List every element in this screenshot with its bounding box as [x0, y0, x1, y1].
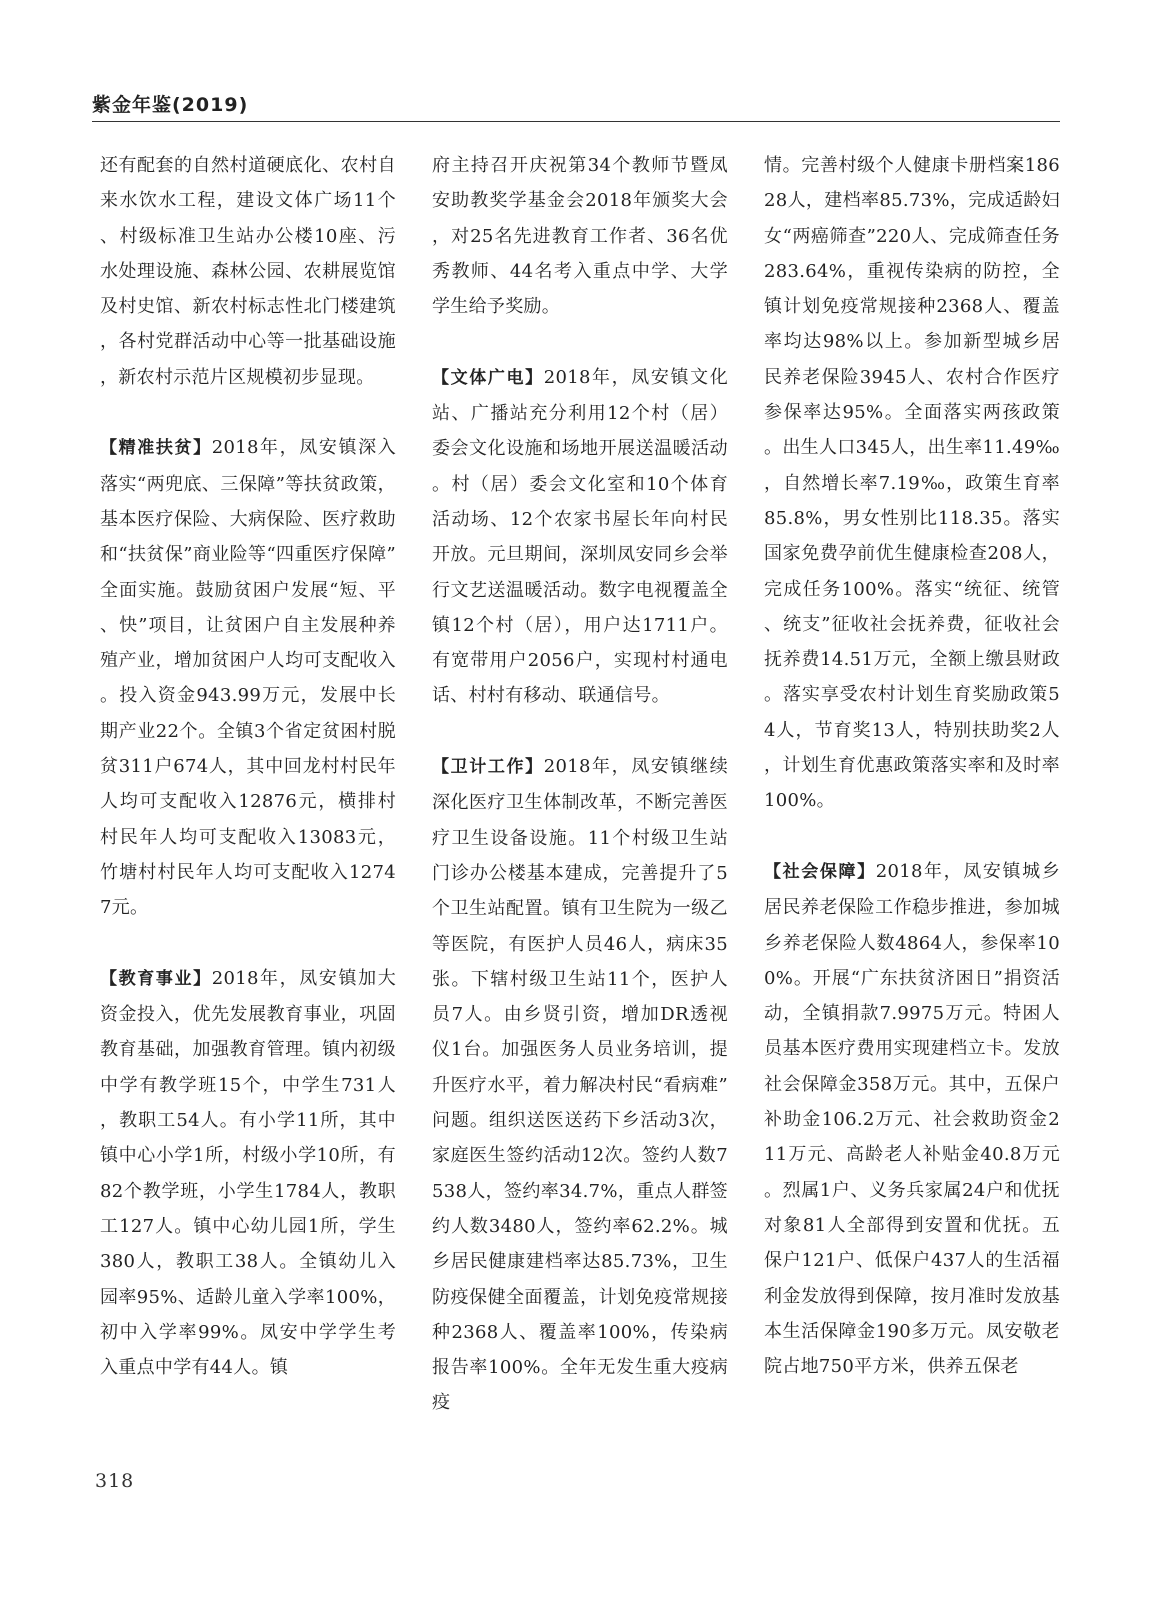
paragraph-education	[100, 961, 396, 1386]
section-heading-culture-sports-broadcast: 【文体广电】	[432, 367, 544, 388]
paragraph-text: 2018年，凤安镇深入落实“两兜底、三保障”等扶贫政策，基本医疗保险、大病保险、医疗救助和“扶贫保”商业险等“四重医疗保障”全面实施。鼓励贫困户发展“短、平、快”项目，让贫困户自主发展种养殖产业，增加贫困户人均可支配收入。投入资金943.99万元，发展中长期产业22个。全镇3个省定贫困村脱贫311户674人，其中回龙村村民年人均可支配收入12876元，横排村村民年人均可支配收入13083元，竹塘村村民年人均可支配收入12747元。	[100, 437, 396, 919]
paragraph-social-security	[764, 854, 1060, 1384]
text-column-2	[432, 148, 728, 1421]
page-number: 318	[95, 1470, 135, 1492]
paragraph-text: 2018年，凤安镇城乡居民养老保险工作稳步推进，参加城乡养老保险人数4864人，参保率100%。开展“广东扶贫济困日”捐资活动，全镇捐款7.9975万元。特困人员基本医疗费用实现建档立卡。发放社会保障金358万元。其中，五保户补助金106.2万元、社会救助资金211万元、高龄老人补贴金40.8万元。烈属1户、义务兵家属24户和优抚对象81人全部得到安置和优抚。五保户121户、低保户437人的生活福利金发放得到保障，按月准时发放基本生活保障金190多万元。凤安敬老院占地750平方米，供养五保老	[764, 860, 1060, 1378]
paragraph-village-infrastructure	[100, 148, 396, 395]
paragraph-poverty-alleviation	[100, 430, 396, 925]
paragraph-culture-sports-broadcast	[432, 360, 728, 714]
paragraph-text: 府主持召开庆祝第34个教师节暨凤安助教奖学基金会2018年颁奖大会，对25名先进教育工作者、36名优秀教师、44名考入重点中学、大学学生给予奖励。	[432, 155, 728, 318]
paragraph-text: 情。完善村级个人健康卡册档案18628人，建档率85.73%，完成适龄妇女“两癌筛查”220人、完成筛查任务283.64%，重视传染病的防控，全镇计划免疫常规接种2368人、覆盖率均达98%以上。参加新型城乡居民养老保险3945人、农村合作医疗参保率达95%。全面落实两孩政策。出生人口345人，出生率11.49‰，自然增长率7.19‰，政策生育率85.8%，男女性别比118.35。落实国家免费孕前优生健康检查208人，完成任务100%。落实“统征、统管、统支”征收社会抚养费，征收社会抚养费14.51万元，全额上缴县财政。落实享受农村计划生育奖励政策54人，节育奖13人，特别扶助奖2人，计划生育优惠政策落实率和及时率100%。	[764, 155, 1060, 812]
header-rule	[92, 121, 1060, 122]
section-heading-health-family-planning: 【卫计工作】	[432, 757, 544, 778]
paragraph-text: 2018年，凤安镇文化站、广播站充分利用12个村（居）委会文化设施和场地开展送温暖活动。村（居）委会文化室和10个体育活动场、12个农家书屋长年向村民开放。元旦期间，深圳凤安同乡会举行文艺送温暖活动。数字电视覆盖全镇12个村（居），用户达1711户。有宽带用户2056户，实现村村通电话、村村有移动、联通信号。	[432, 366, 728, 707]
running-title: 紫金年鉴(2019)	[92, 94, 249, 116]
section-heading-poverty-alleviation: 【精准扶贫】	[100, 438, 212, 459]
section-heading-education: 【教育事业】	[100, 968, 212, 989]
paragraph-text: 2018年，凤安镇继续深化医疗卫生体制改革，不断完善医疗卫生设备设施。11个村级卫生站门诊办公楼基本建成，完善提升了5个卫生站配置。镇有卫生院为一级乙等医院，有医护人员46人，病床35张。下辖村级卫生站11个，医护人员7人。由乡贤引资，增加DR透视仪1台。加强医务人员业务培训，提升医疗水平，着力解决村民“看病难”问题。组织送医送药下乡活动3次，家庭医生签约活动12次。签约人数7538人，签约率34.7%，重点人群签约人数3480人，签约率62.2%。城乡居民健康建档率达85.73%，卫生防疫保健全面覆盖，计划免疫常规接种2368人、覆盖率100%，传染病报告率100%。全年无发生重大疫病疫	[432, 756, 728, 1414]
paragraph-text: 还有配套的自然村道硬底化、农村自来水饮水工程，建设文体广场11个、村级标准卫生站办公楼10座、污水处理设施、森林公园、农耕展览馆及村史馆、新农村标志性北门楼建筑，各村党群活动中心等一批基础设施，新农村示范片区规模初步显现。	[100, 155, 396, 388]
text-column-1	[100, 148, 396, 1385]
paragraph-text: 2018年，凤安镇加大资金投入，优先发展教育事业，巩固教育基础，加强教育管理。镇内初级中学有教学班15个，中学生731人，教职工54人。有小学11所，其中镇中心小学1所，村级小学10所，有82个教学班，小学生1784人，教职工127人。镇中心幼儿园1所，学生380人，教职工38人。全镇幼儿入园率95%、适龄儿童入学率100%，初中入学率99%。凤安中学学生考入重点中学有44人。镇	[100, 967, 396, 1379]
paragraph-health-continued	[764, 148, 1060, 819]
section-heading-social-security: 【社会保障】	[764, 861, 876, 882]
text-column-3	[764, 148, 1060, 1384]
paragraph-education-continued	[432, 148, 728, 324]
paragraph-health-family-planning	[432, 749, 728, 1421]
